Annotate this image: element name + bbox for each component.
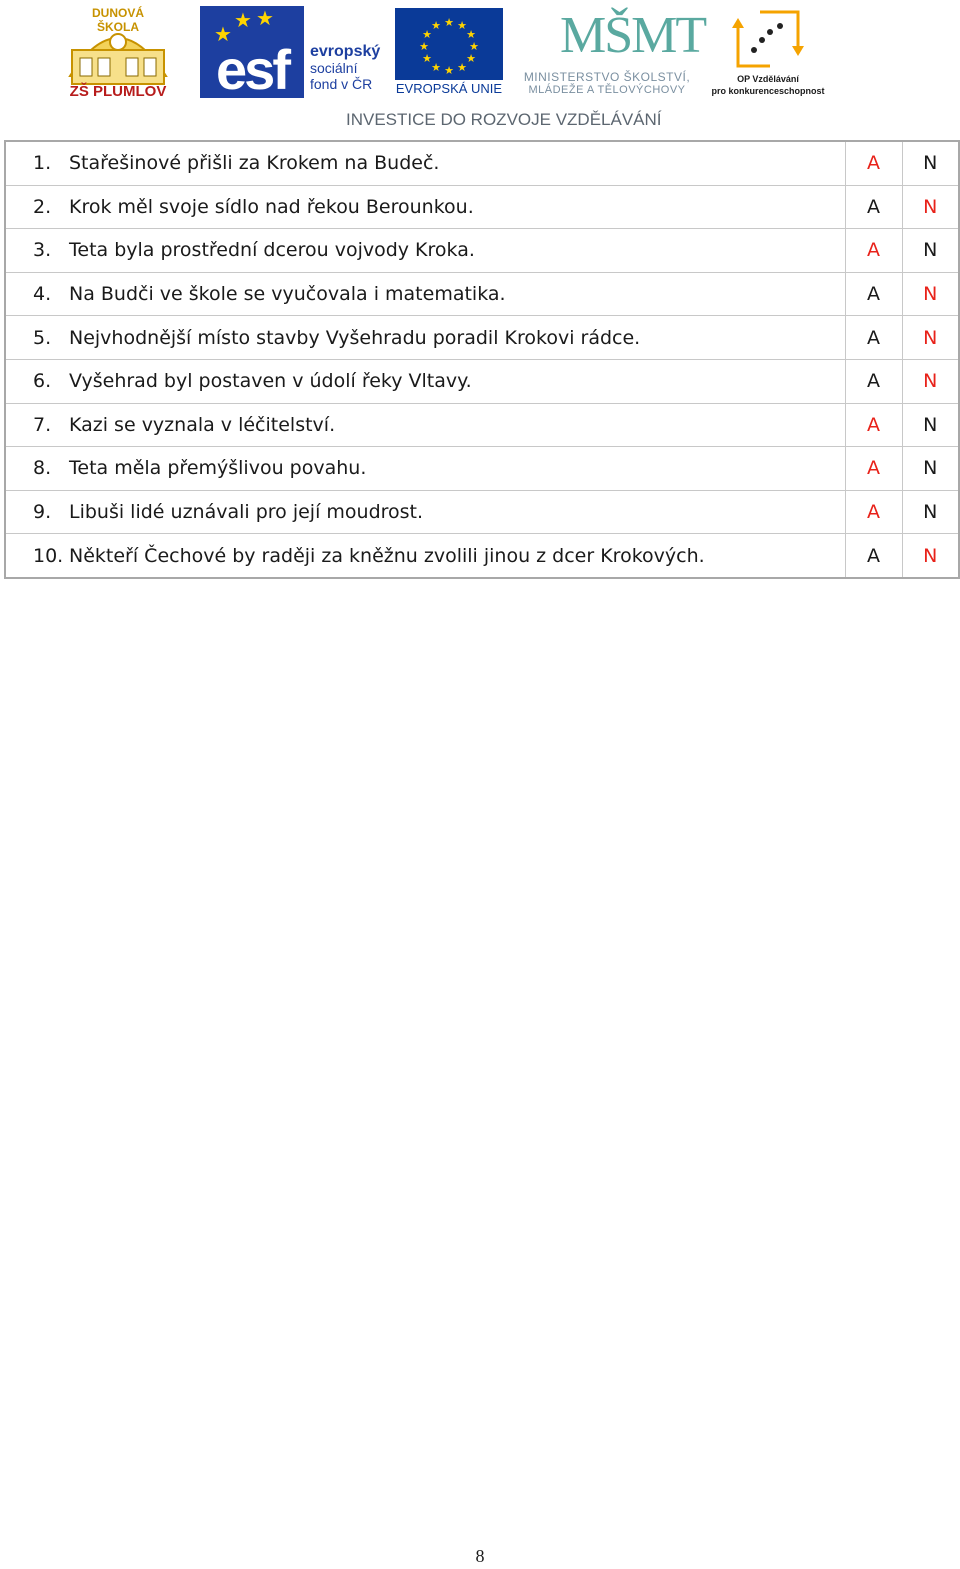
question-text: Libuši lidé uznávali pro její moudrost. [69, 501, 424, 524]
question-cell [5, 229, 845, 273]
svg-text:★: ★ [457, 19, 467, 32]
school-logo-name: ZŠ PLUMLOV [69, 83, 167, 100]
eu-logo [395, 8, 503, 98]
true-false-table [4, 140, 960, 579]
answer-n[interactable]: N [902, 490, 959, 534]
question-text: Teta byla prostřední dcerou vojvody Kroka. [69, 239, 475, 262]
answer-n[interactable]: N [902, 447, 959, 491]
svg-text:★: ★ [469, 40, 479, 53]
svg-text:★: ★ [457, 61, 467, 74]
question-number: 7. [33, 413, 52, 436]
msmt-logo [512, 6, 706, 98]
eu-logo-label: EVROPSKÁ UNIE [395, 81, 503, 96]
answer-a[interactable]: A [845, 316, 902, 360]
question-row [5, 447, 959, 491]
answer-a[interactable]: A [845, 403, 902, 447]
logo-header [0, 0, 960, 135]
star-icon: ★ [256, 6, 274, 30]
question-row [5, 272, 959, 316]
question-cell [5, 359, 845, 403]
question-text: Kazi se vyznala v léčitelství. [69, 413, 336, 436]
question-text: Vyšehrad byl postaven v údolí řeky Vltavy. [69, 370, 472, 393]
question-row [5, 534, 959, 578]
svg-text:★: ★ [419, 40, 429, 53]
op-line-2: pro konkurenceschopnost [711, 86, 825, 96]
esf-line: evropský [310, 43, 381, 60]
header-tagline: INVESTICE DO ROZVOJE VZDĚLÁVÁNÍ [346, 110, 662, 129]
question-number: 4. [33, 283, 52, 306]
question-row [5, 229, 959, 273]
question-row [5, 316, 959, 360]
answer-n[interactable]: N [902, 229, 959, 273]
answer-n[interactable]: N [902, 185, 959, 229]
svg-text:★: ★ [466, 52, 476, 65]
svg-text:★: ★ [466, 28, 476, 41]
school-logo [64, 6, 172, 100]
question-number: 8. [33, 457, 52, 480]
question-cell [5, 490, 845, 534]
question-number: 9. [33, 501, 52, 524]
msmt-line-1: MINISTERSTVO ŠKOLSTVÍ, [523, 70, 691, 84]
question-cell [5, 447, 845, 491]
question-row [5, 403, 959, 447]
question-number: 6. [33, 370, 52, 393]
esf-mark [200, 6, 304, 101]
answer-a[interactable]: A [845, 272, 902, 316]
answer-n[interactable]: N [902, 403, 959, 447]
svg-text:★: ★ [431, 19, 441, 32]
question-number: 1. [33, 152, 52, 175]
op-logo [706, 6, 830, 100]
question-row [5, 490, 959, 534]
question-number: 10. [33, 544, 64, 567]
question-row [5, 359, 959, 403]
answer-a[interactable]: A [845, 185, 902, 229]
question-row [5, 185, 959, 229]
msmt-mark: MŠMT [560, 7, 706, 64]
question-text: Stařešinové přišli za Krokem na Budeč. [69, 152, 440, 175]
question-cell [5, 403, 845, 447]
question-number: 5. [33, 326, 52, 349]
page-number: 8 [475, 1546, 485, 1566]
op-line-1: OP Vzdělávání [737, 74, 799, 84]
answer-a[interactable]: A [845, 534, 902, 578]
question-text: Na Budči ve škole se vyučovala i matematika. [69, 283, 506, 306]
question-text: Teta měla přemýšlivou povahu. [69, 457, 367, 480]
svg-text:★: ★ [444, 16, 454, 29]
question-cell [5, 272, 845, 316]
op-arrows-icon [730, 6, 806, 70]
svg-text:★: ★ [422, 28, 432, 41]
question-cell [5, 141, 845, 185]
answer-n[interactable]: N [902, 316, 959, 360]
msmt-line-2: MLÁDEŽE A TĚLOVÝCHOVY [528, 84, 686, 96]
question-number: 3. [33, 239, 52, 262]
question-row [5, 141, 959, 185]
question-number: 2. [33, 195, 52, 218]
question-cell [5, 185, 845, 229]
esf-logo-text [310, 44, 390, 92]
question-rows [5, 141, 959, 578]
answer-a[interactable]: A [845, 447, 902, 491]
svg-text:★: ★ [422, 52, 432, 65]
answer-a[interactable]: A [845, 229, 902, 273]
star-icon: ★ [234, 8, 252, 32]
answer-n[interactable]: N [902, 534, 959, 578]
esf-logo [200, 6, 388, 101]
svg-text:★: ★ [444, 64, 454, 77]
eu-flag-icon [395, 8, 503, 80]
answer-a[interactable]: A [845, 359, 902, 403]
esf-line: sociální [310, 60, 358, 76]
question-cell [5, 534, 845, 578]
answer-a[interactable]: A [845, 490, 902, 534]
esf-mark-text: esf [216, 38, 288, 101]
answer-a[interactable]: A [845, 141, 902, 185]
eu-stars-icon [395, 8, 503, 80]
question-text: Krok měl svoje sídlo nad řekou Berounkou. [69, 195, 474, 218]
question-text: Někteří Čechové by raději za kněžnu zvolili jinou z dcer Krokových. [69, 544, 705, 567]
answer-n[interactable]: N [902, 141, 959, 185]
question-text: Nejvhodnější místo stavby Vyšehradu poradil Krokovi rádce. [69, 326, 641, 349]
esf-line: fond v ČR [310, 76, 373, 92]
answer-n[interactable]: N [902, 272, 959, 316]
school-logo-arc: DUNOVÁ ŠKOLA [91, 6, 144, 34]
star-icon: ★ [214, 22, 232, 46]
svg-text:★: ★ [431, 61, 441, 74]
question-cell [5, 316, 845, 360]
answer-n[interactable]: N [902, 359, 959, 403]
